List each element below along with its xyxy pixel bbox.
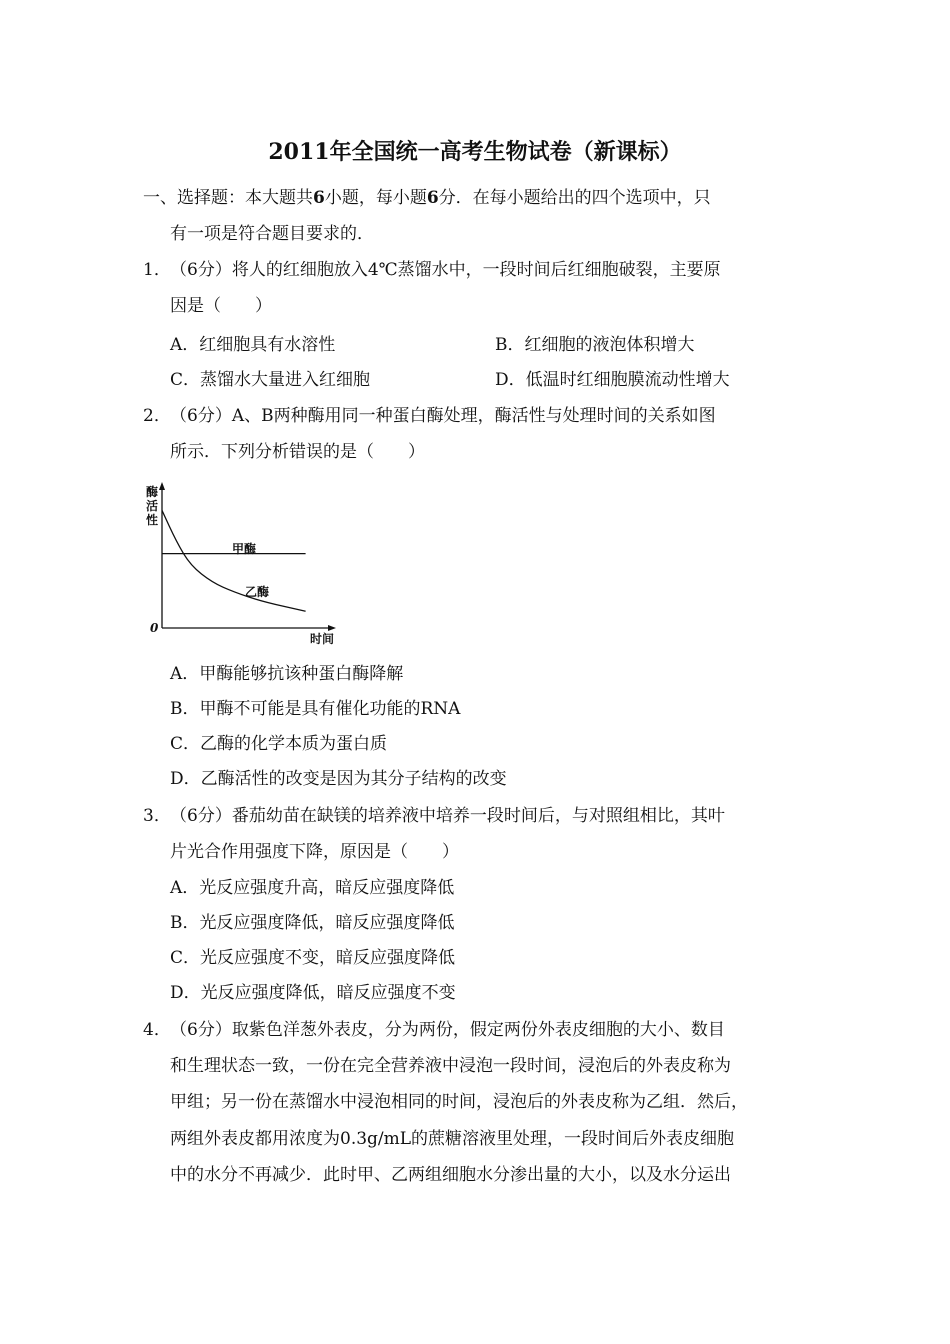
question-4-stem-line5: 中的水分不再减少．此时甲、乙两组细胞水分渗出量的大小，以及水分运出 bbox=[170, 1165, 731, 1185]
question-3-option-c: C．光反应强度不变，暗反应强度降低 bbox=[170, 948, 456, 968]
series-line-yi bbox=[162, 510, 306, 611]
y-axis-label-char-2: 活 bbox=[146, 499, 159, 513]
question-1-option-b: B．红细胞的液泡体积增大 bbox=[495, 335, 695, 355]
question-3-option-a: A．光反应强度升高，暗反应强度降低 bbox=[170, 878, 455, 898]
score-per-question: 6 bbox=[426, 188, 439, 208]
question-2-number: 2． bbox=[143, 406, 171, 426]
question-count: 6 bbox=[313, 188, 325, 208]
question-1-stem-line1: （6分）将人的红细胞放入4℃蒸馏水中，一段时间后红细胞破裂，主要原 bbox=[170, 260, 721, 280]
section-instruction bbox=[143, 186, 711, 210]
x-axis-label: 时间 bbox=[310, 632, 335, 646]
page-title: 2011年全国统一高考生物试卷（新课标） bbox=[268, 139, 682, 165]
question-2-stem-line2: 所示．下列分析错误的是（ ） bbox=[170, 442, 425, 462]
question-4-number: 4． bbox=[143, 1020, 171, 1040]
section-text-2: 小题，每小题 bbox=[324, 188, 427, 208]
x-axis-arrow bbox=[328, 625, 336, 631]
y-axis-label-char-3: 性 bbox=[146, 513, 159, 527]
question-3-stem-line2: 片光合作用强度下降，原因是（ ） bbox=[170, 842, 459, 862]
question-3-option-d: D．光反应强度降低，暗反应强度不变 bbox=[170, 983, 456, 1003]
question-4-stem-line2: 和生理状态一致，一份在完全营养液中浸泡一段时间，浸泡后的外表皮称为 bbox=[170, 1056, 731, 1076]
section-text-1: 一、选择题：本大题共 bbox=[143, 188, 313, 208]
question-2-option-c: C．乙酶的化学本质为蛋白质 bbox=[170, 734, 388, 754]
enzyme-activity-chart bbox=[140, 480, 350, 650]
question-2-stem-line1: （6分）A、B两种酶用同一种蛋白酶处理，酶活性与处理时间的关系如图 bbox=[170, 406, 716, 426]
question-3-stem-line1: （6分）番茄幼苗在缺镁的培养液中培养一段时间后，与对照组相比，其叶 bbox=[170, 806, 725, 826]
question-2-option-d: D．乙酶活性的改变是因为其分子结构的改变 bbox=[170, 769, 507, 789]
series-label-jia: 甲酶 bbox=[232, 542, 257, 556]
section-instruction-line2: 有一项是符合题目要求的． bbox=[170, 224, 374, 244]
series-label-yi: 乙酶 bbox=[245, 585, 270, 599]
question-1-stem-line2: 因是（ ） bbox=[170, 296, 272, 316]
y-axis-arrow bbox=[159, 482, 165, 490]
question-2-option-a: A．甲酶能够抗该种蛋白酶降解 bbox=[170, 664, 404, 684]
question-1-number: 1． bbox=[143, 260, 171, 280]
y-axis-label-char-1: 酶 bbox=[146, 485, 159, 499]
question-1-option-d: D．低温时红细胞膜流动性增大 bbox=[495, 370, 730, 390]
question-3-number: 3． bbox=[143, 806, 171, 826]
question-4-stem-line4: 两组外表皮都用浓度为0.3g/mL的蔗糖溶液里处理，一段时间后外表皮细胞 bbox=[170, 1129, 735, 1149]
question-1-option-c: C．蒸馏水大量进入红细胞 bbox=[170, 370, 371, 390]
question-4-stem-line1: （6分）取紫色洋葱外表皮，分为两份，假定两份外表皮细胞的大小、数目 bbox=[170, 1020, 725, 1040]
question-1-option-a: A．红细胞具有水溶性 bbox=[170, 335, 336, 355]
question-4-stem-line3: 甲组；另一份在蒸馏水中浸泡相同的时间，浸泡后的外表皮称为乙组．然后， bbox=[170, 1092, 748, 1112]
origin-label: 0 bbox=[150, 621, 159, 635]
section-text-3: 分．在每小题给出的四个选项中，只 bbox=[438, 188, 711, 208]
question-2-option-b: B．甲酶不可能是具有催化功能的RNA bbox=[170, 699, 461, 719]
question-3-option-b: B．光反应强度降低，暗反应强度降低 bbox=[170, 913, 455, 933]
